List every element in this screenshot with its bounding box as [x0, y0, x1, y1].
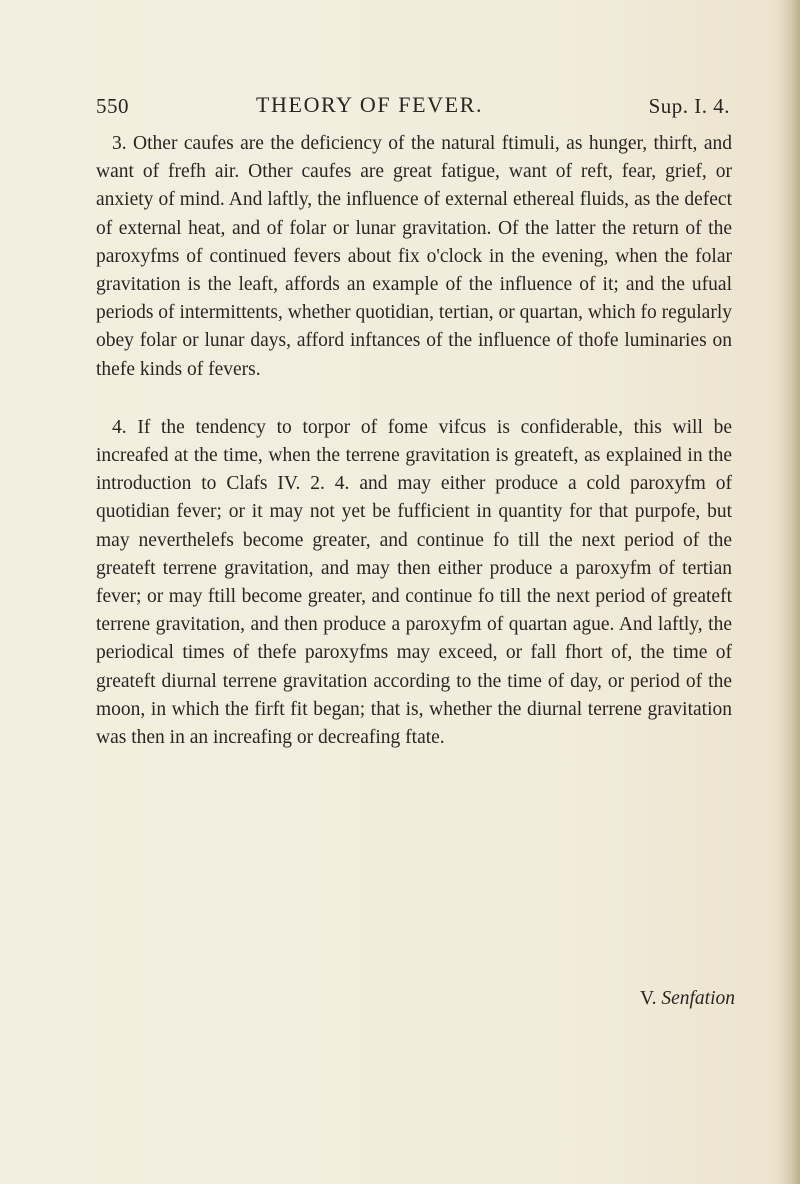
- paragraph-4: 4. If the tendency to torpor of fome vifcus is confiderable, this will be increafed at the time, when the terrene gravitation is greateft, as explained in the introduction to Clafs IV. 2. 4. and may either produce a cold paroxyfm of quotidian fever; or it may not yet be fufficient in quantity for that purpofe, but may neverthelefs become greater, and continue fo till the next period of the greateft terrene gravitation, and may then either produce a paroxyfm of tertian fever; or may ftill become greater, and continue fo till the next period of greateft terrene gravitation, and then produce a paroxyfm of quartan ague. And laftly, the periodical times of thefe paroxyfms may exceed, or fall fhort of, the time of greateft diurnal terrene gravitation according to the time of day, or period of the moon, in which the firft fit began; that is, whether the diurnal terrene gravitation was then in an increafing or decreafing ftate.: [96, 416, 732, 749]
- section-reference: Sup. I. 4.: [648, 94, 730, 118]
- running-title: THEORY OF FEVER.: [256, 92, 484, 117]
- page-number: 550: [96, 94, 129, 118]
- catchword-numeral: V.: [640, 988, 657, 1009]
- catchword: [640, 988, 735, 1010]
- paragraph-3: 3. Other caufes are the deficiency of the natural ftimuli, as hunger, thirft, and want of frefh air. Other caufes are great fatigue, want of reft, fear, grief, or anxiety of mind. And laftly, the influence of external ethereal fluids, as the defect of external heat, and of folar or lunar gravitation. Of the latter the return of the paroxyfms of continued fevers about fix o'clock in the evening, when the folar gravitation is the leaft, affords an example of the influence of it; and the ufual periods of intermittents, whether quotidian, tertian, or quartan, which fo regularly obey folar or lunar days, afford inftances of the influence of thofe luminaries on thefe kinds of fevers.: [96, 133, 732, 380]
- page-header: [96, 92, 736, 122]
- catchword-word: Senfation: [661, 988, 735, 1009]
- page-edge-shadow: [778, 0, 800, 1184]
- body-text: [96, 130, 732, 752]
